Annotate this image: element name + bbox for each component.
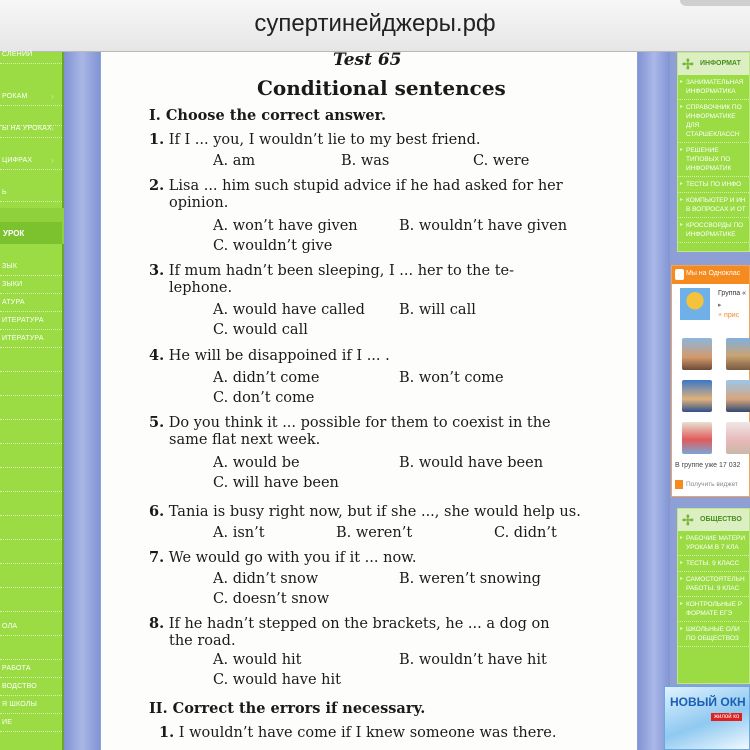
ok-widget-header: Мы на Одноклас (672, 266, 749, 284)
q1-option-a: A. am (213, 153, 256, 169)
question-2-continued: opinion. (169, 195, 229, 211)
right-menu-item[interactable]: ▸ КОНТРОЛЬНЫЕ Р ФОРМАТЕ ЕГЭ (678, 597, 749, 622)
right-menu-item[interactable]: ▸ КРОССВОРДЫ ПО ИНФОРМАТИКЕ (678, 218, 749, 243)
q8-option-a: A. would hit (213, 652, 302, 668)
member-avatar[interactable] (726, 380, 750, 412)
ad-banner-subtitle: жилой ко (711, 713, 742, 721)
right-menu-item[interactable]: ▸ ШКОЛЬНЫЕ ОЛИ ПО ОБЩЕСТВОЗ (678, 622, 749, 647)
question-1: 1. If I ... you, I wouldn’t lie to my best friend. (149, 131, 481, 148)
left-menu-item[interactable]: ИЕ (0, 714, 62, 732)
left-menu-item[interactable]: ИТЕРАТУРА (0, 312, 62, 330)
left-menu-item[interactable] (0, 546, 62, 564)
page-margin-left (64, 52, 100, 750)
left-menu-item[interactable] (0, 426, 62, 444)
left-menu-item[interactable]: Я ШКОЛЫ (0, 696, 62, 714)
get-widget-link[interactable]: Получить виджет (675, 480, 738, 489)
group-arrow-icon: ▸ (718, 301, 722, 309)
q5-option-c: C. will have been (213, 475, 339, 491)
left-menu-item[interactable]: Ь (0, 184, 62, 202)
question-2: 2. Lisa ... him such stupid advice if he had asked for her (149, 177, 563, 194)
group-member-count: В группе уже 17 032 (675, 462, 741, 469)
left-menu-item[interactable]: ВОДСТВО (0, 678, 62, 696)
left-menu-item[interactable]: ЗЫК (0, 258, 62, 276)
question-4: 4. He will be disappoined if I ... . (149, 347, 390, 364)
q6-option-a: A. isn’t (213, 525, 265, 541)
test-number: Test 65 (333, 50, 402, 70)
q4-option-b: B. won’t come (399, 370, 504, 386)
ok-logo-icon (675, 269, 684, 280)
left-menu-item[interactable] (0, 402, 62, 420)
q1-option-b: B. was (341, 153, 390, 169)
left-menu-item[interactable] (0, 354, 62, 372)
left-menu-item[interactable] (0, 594, 62, 612)
q1-option-c: C. were (473, 153, 530, 169)
join-group-button[interactable]: + прис (718, 312, 740, 319)
left-menu-item[interactable]: ОЛА (0, 618, 62, 636)
group-name[interactable]: Группа « (718, 290, 747, 297)
page-margin-right (638, 52, 670, 750)
member-avatar[interactable] (726, 338, 750, 370)
q3-option-c: C. would call (213, 322, 308, 338)
worksheet-title: Conditional sentences (257, 76, 506, 100)
section-heading-1: I. Choose the correct answer. (149, 107, 386, 124)
informatics-panel (677, 52, 750, 252)
left-menu-item[interactable] (0, 522, 62, 540)
q6-option-c: C. didn’t (494, 525, 557, 541)
sparkle-icon: ✢ (682, 512, 694, 528)
left-section-heading: УРОК (0, 222, 62, 244)
right-menu-item[interactable]: ▸ СПРАВОЧНИК ПО ИНФОРМАТИКЕ ДЛЯ СТАРШЕКЛАССН (678, 100, 749, 143)
sparkle-icon: ✢ (682, 56, 694, 72)
ad-banner[interactable] (664, 686, 750, 750)
left-menu-item[interactable]: СЛЕНИЙ (0, 46, 62, 64)
right-menu-item[interactable]: ▸ ЗАНИМАТЕЛЬНАЯ ИНФОРМАТИКА (678, 75, 749, 100)
left-lessons-panel (0, 244, 64, 750)
left-menu-item[interactable]: АТУРА (0, 294, 62, 312)
q5-option-a: A. would be (213, 455, 300, 471)
informatics-heading: ✢ ИНФОРМАТ (678, 53, 749, 75)
q6-option-b: B. weren’t (336, 525, 413, 541)
q2-option-a: A. won’t have given (213, 218, 358, 234)
left-menu-item[interactable] (0, 474, 62, 492)
member-avatar[interactable] (682, 422, 712, 454)
left-menu-item[interactable]: ЦИФРАХ › (0, 152, 62, 170)
social-studies-panel (677, 508, 750, 684)
left-menu-item[interactable] (0, 450, 62, 468)
left-menu-item[interactable]: ЗЫКИ (0, 276, 62, 294)
q7-option-c: C. doesn’t snow (213, 591, 330, 607)
q3-option-a: A. would have called (213, 302, 365, 318)
left-menu-item[interactable] (0, 378, 62, 396)
left-menu-item[interactable] (0, 642, 62, 660)
error-sentence-1: 1. I wouldn’t have come if I knew someone was there. (159, 724, 557, 741)
chevron-right-icon: › (51, 156, 54, 165)
ok-small-logo-icon (675, 480, 683, 489)
right-menu-item[interactable]: ▸ ТЕСТЫ ПО ИНФО (678, 177, 749, 193)
left-menu-item[interactable]: Ы НА УРОКАХ › (0, 120, 62, 138)
question-6: 6. Tania is busy right now, but if she ..., she would help us. (149, 503, 581, 520)
q7-option-b: B. weren’t snowing (399, 571, 541, 587)
q7-option-a: A. didn’t snow (213, 571, 319, 587)
question-7: 7. We would go with you if it ... now. (149, 549, 417, 566)
chevron-right-icon: › (51, 124, 54, 133)
right-menu-item[interactable]: ▸ РАБОЧИЕ МАТЕРИ УРОКАМ В 7 КЛА (678, 531, 749, 556)
right-menu-item[interactable]: ▸ ТЕСТЫ. 9 КЛАСС (678, 556, 749, 572)
window-corner (680, 0, 750, 6)
q8-option-c: C. would have hit (213, 672, 341, 688)
q5-option-b: B. would have been (399, 455, 544, 471)
question-3-continued: lephone. (169, 280, 233, 296)
left-sidebar (0, 52, 64, 750)
member-avatar[interactable] (726, 422, 750, 454)
left-menu-item[interactable] (0, 570, 62, 588)
social-studies-heading: ✢ ОБЩЕСТВО (678, 509, 749, 531)
url-text[interactable]: супертинейджеры.рф (254, 10, 496, 37)
member-avatar[interactable] (682, 338, 712, 370)
right-menu-item[interactable]: ▸ КОМПЬЮТЕР И ИН В ВОПРОСАХ И ОТ (678, 193, 749, 218)
left-menu-item[interactable] (0, 498, 62, 516)
right-menu-item[interactable]: ▸ САМОСТОЯТЕЛЬН РАБОТЫ. 9 КЛАС (678, 572, 749, 597)
q4-option-a: A. didn’t come (213, 370, 320, 386)
ad-banner-title: НОВЫЙ ОКН (670, 695, 746, 709)
member-avatar[interactable] (682, 380, 712, 412)
worksheet-page (101, 52, 637, 750)
question-8-continued: the road. (169, 633, 236, 649)
chevron-right-icon: › (51, 92, 54, 101)
question-8: 8. If he hadn’t stepped on the brackets, he ... a dog on (149, 615, 550, 632)
section-heading-2: II. Correct the errors if necessary. (149, 700, 426, 717)
q8-option-b: B. wouldn’t have hit (399, 652, 547, 668)
question-3: 3. If mum hadn’t been sleeping, I ... her to the te- (149, 262, 515, 279)
question-5: 5. Do you think it ... possible for them to coexist in the (149, 414, 551, 431)
q2-option-b: B. wouldn’t have given (399, 218, 568, 234)
q3-option-b: B. will call (399, 302, 476, 318)
odnoklassniki-widget (671, 265, 750, 497)
right-menu-item[interactable]: ▸ РЕШЕНИЕ ТИПОВЫХ ПО ИНФОРМАТИК (678, 143, 749, 177)
left-menu-item[interactable]: РОКАМ › (0, 88, 62, 106)
address-bar[interactable] (0, 0, 750, 52)
left-menu-panel (0, 52, 64, 208)
q4-option-c: C. don’t come (213, 390, 315, 406)
q2-option-c: C. wouldn’t give (213, 238, 333, 254)
left-menu-item[interactable]: ИТЕРАТУРА (0, 330, 62, 348)
question-5-continued: same flat next week. (169, 432, 321, 448)
left-menu-item[interactable]: РАБОТА (0, 660, 62, 678)
group-avatar[interactable] (680, 288, 710, 320)
